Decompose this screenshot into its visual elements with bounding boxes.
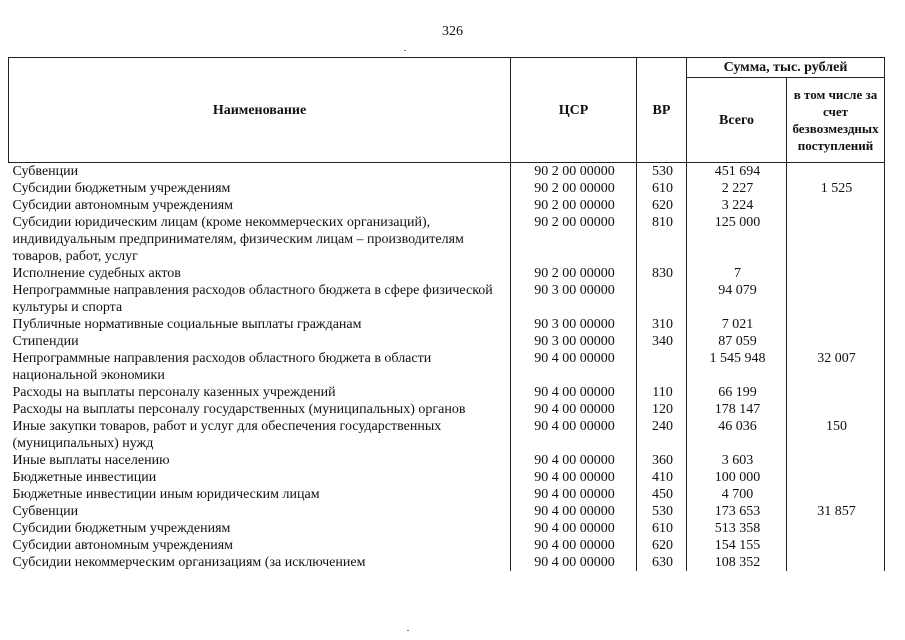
row-csr: 90 4 00 00000 <box>511 486 637 503</box>
row-csr: 90 3 00 00000 <box>511 282 637 316</box>
row-free-receipts <box>787 384 885 401</box>
row-csr: 90 2 00 00000 <box>511 180 637 197</box>
row-total: 94 079 <box>687 282 787 316</box>
table-row <box>9 316 885 333</box>
row-csr: 90 2 00 00000 <box>511 265 637 282</box>
row-free-receipts: 31 857 <box>787 503 885 520</box>
row-name: Субвенции <box>9 163 511 181</box>
row-csr: 90 4 00 00000 <box>511 401 637 418</box>
table-row <box>9 486 885 503</box>
row-total: 125 000 <box>687 214 787 265</box>
row-free-receipts: 150 <box>787 418 885 452</box>
row-free-receipts: 1 525 <box>787 180 885 197</box>
header-free-receipts: в том числе за счет безвозмездных поступлений <box>787 78 885 163</box>
row-vr: 830 <box>637 265 687 282</box>
row-vr: 810 <box>637 214 687 265</box>
row-csr: 90 4 00 00000 <box>511 384 637 401</box>
row-total: 451 694 <box>687 163 787 181</box>
row-total: 3 603 <box>687 452 787 469</box>
row-total: 46 036 <box>687 418 787 452</box>
row-total: 3 224 <box>687 197 787 214</box>
row-total: 173 653 <box>687 503 787 520</box>
row-total: 108 352 <box>687 554 787 571</box>
row-total: 1 545 948 <box>687 350 787 384</box>
table-row <box>9 537 885 554</box>
table-row <box>9 265 885 282</box>
row-total: 2 227 <box>687 180 787 197</box>
row-free-receipts <box>787 520 885 537</box>
row-csr: 90 2 00 00000 <box>511 214 637 265</box>
row-total: 100 000 <box>687 469 787 486</box>
table-row <box>9 418 885 452</box>
row-total: 87 059 <box>687 333 787 350</box>
row-csr: 90 3 00 00000 <box>511 316 637 333</box>
row-name: Субсидии автономным учреждениям <box>9 537 511 554</box>
row-vr: 110 <box>637 384 687 401</box>
row-name: Расходы на выплаты персоналу государственных (муниципальных) органов <box>9 401 511 418</box>
table-row <box>9 333 885 350</box>
row-name: Иные выплаты населению <box>9 452 511 469</box>
row-free-receipts <box>787 537 885 554</box>
header-sum-group: Сумма, тыс. рублей <box>687 58 885 78</box>
scan-speck <box>407 630 409 631</box>
table-body <box>9 163 885 572</box>
row-csr: 90 4 00 00000 <box>511 469 637 486</box>
row-free-receipts: 32 007 <box>787 350 885 384</box>
row-name: Расходы на выплаты персоналу казенных учреждений <box>9 384 511 401</box>
table-row <box>9 469 885 486</box>
row-total: 513 358 <box>687 520 787 537</box>
row-vr: 610 <box>637 180 687 197</box>
row-vr: 630 <box>637 554 687 571</box>
row-name: Субвенции <box>9 503 511 520</box>
row-free-receipts <box>787 316 885 333</box>
row-free-receipts <box>787 452 885 469</box>
row-name: Непрограммные направления расходов областного бюджета в области национальной экономики <box>9 350 511 384</box>
row-free-receipts <box>787 282 885 316</box>
row-vr: 620 <box>637 537 687 554</box>
row-csr: 90 4 00 00000 <box>511 503 637 520</box>
row-csr: 90 4 00 00000 <box>511 520 637 537</box>
row-total: 66 199 <box>687 384 787 401</box>
table-row <box>9 180 885 197</box>
row-csr: 90 4 00 00000 <box>511 537 637 554</box>
row-free-receipts <box>787 163 885 181</box>
header-csr: ЦСР <box>511 58 637 163</box>
row-name: Исполнение судебных актов <box>9 265 511 282</box>
row-vr: 530 <box>637 503 687 520</box>
header-total: Всего <box>687 78 787 163</box>
row-name: Непрограммные направления расходов областного бюджета в сфере физической культуры и спорта <box>9 282 511 316</box>
row-total: 7 <box>687 265 787 282</box>
row-name: Субсидии бюджетным учреждениям <box>9 520 511 537</box>
row-csr: 90 2 00 00000 <box>511 163 637 181</box>
row-vr: 620 <box>637 197 687 214</box>
row-total: 178 147 <box>687 401 787 418</box>
row-csr: 90 3 00 00000 <box>511 333 637 350</box>
row-total: 154 155 <box>687 537 787 554</box>
row-free-receipts <box>787 265 885 282</box>
row-csr: 90 2 00 00000 <box>511 197 637 214</box>
row-free-receipts <box>787 486 885 503</box>
row-name: Субсидии юридическим лицам (кроме некоммерческих организаций), индивидуальным предпринимателям, физическим лицам – производителям товаров, работ, услуг <box>9 214 511 265</box>
header-vr: ВР <box>637 58 687 163</box>
row-vr: 360 <box>637 452 687 469</box>
row-vr: 610 <box>637 520 687 537</box>
row-free-receipts <box>787 333 885 350</box>
table-row <box>9 282 885 316</box>
table-row <box>9 384 885 401</box>
table-row <box>9 401 885 418</box>
table-row <box>9 197 885 214</box>
row-total: 7 021 <box>687 316 787 333</box>
row-name: Стипендии <box>9 333 511 350</box>
page-number: 326 <box>442 24 463 39</box>
row-name: Иные закупки товаров, работ и услуг для обеспечения государственных (муниципальных) нужд <box>9 418 511 452</box>
header-name: Наименование <box>9 58 511 163</box>
row-name: Субсидии автономным учреждениям <box>9 197 511 214</box>
row-csr: 90 4 00 00000 <box>511 554 637 571</box>
row-name: Публичные нормативные социальные выплаты гражданам <box>9 316 511 333</box>
table-row <box>9 452 885 469</box>
row-csr: 90 4 00 00000 <box>511 452 637 469</box>
row-vr: 410 <box>637 469 687 486</box>
row-name: Бюджетные инвестиции <box>9 469 511 486</box>
table-row <box>9 520 885 537</box>
scan-speck <box>404 50 406 51</box>
row-free-receipts <box>787 401 885 418</box>
row-vr: 310 <box>637 316 687 333</box>
table-row <box>9 503 885 520</box>
row-vr: 340 <box>637 333 687 350</box>
row-free-receipts <box>787 469 885 486</box>
table-row <box>9 554 885 571</box>
table-row <box>9 350 885 384</box>
row-vr: 530 <box>637 163 687 181</box>
row-csr: 90 4 00 00000 <box>511 350 637 384</box>
row-vr: 450 <box>637 486 687 503</box>
row-total: 4 700 <box>687 486 787 503</box>
table-row <box>9 214 885 265</box>
row-free-receipts <box>787 197 885 214</box>
budget-table <box>8 57 885 571</box>
row-vr: 120 <box>637 401 687 418</box>
row-vr <box>637 282 687 316</box>
row-free-receipts <box>787 214 885 265</box>
row-csr: 90 4 00 00000 <box>511 418 637 452</box>
row-vr: 240 <box>637 418 687 452</box>
row-name: Субсидии некоммерческим организациям (за исключением <box>9 554 511 571</box>
row-name: Субсидии бюджетным учреждениям <box>9 180 511 197</box>
table-row <box>9 163 885 181</box>
row-vr <box>637 350 687 384</box>
row-name: Бюджетные инвестиции иным юридическим лицам <box>9 486 511 503</box>
row-free-receipts <box>787 554 885 571</box>
